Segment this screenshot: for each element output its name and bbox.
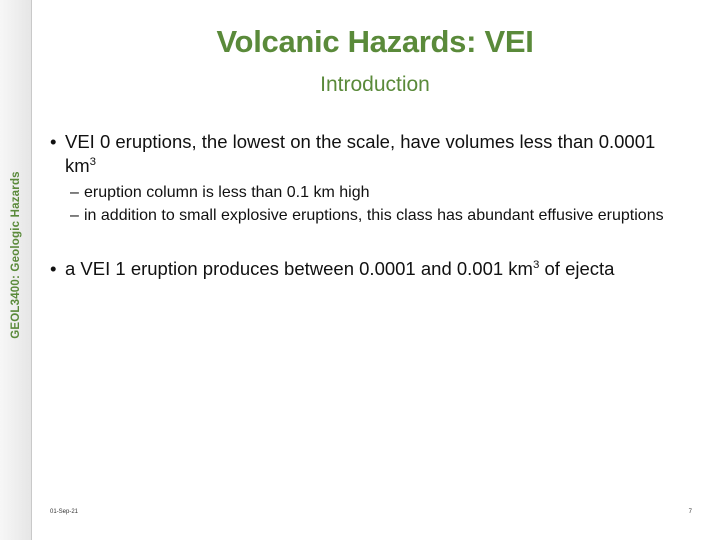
sidebar [0,0,32,540]
bullet-marker: • [50,131,57,152]
sub-bullet-effusive [70,206,690,225]
bullet-vei0-sup: 3 [89,155,97,168]
bullet-vei0 [50,130,680,178]
bullet-vei1 [50,257,680,281]
sub-bullet-effusive-text: in addition to small explosive eruptions, this class has abundant effusive eruptions [84,207,664,224]
course-label: GEOL3400: Geologic Hazards [10,171,22,339]
dash-marker: – [70,184,79,201]
bullet-vei1-text: a VEI 1 eruption produces between 0.0001 and 0.001 km [65,258,533,279]
sub-bullet-column [70,183,690,202]
slide-title: Volcanic Hazards: VEI [216,24,534,59]
slide-subtitle: Introduction [320,73,430,96]
bullet-vei0-text: VEI 0 eruptions, the lowest on the scale, have volumes less than 0.0001 km [65,131,656,176]
dash-marker: – [70,207,79,224]
bullet-vei1-sup: 3 [532,258,540,271]
bullet-marker: • [50,258,57,279]
bullet-vei1-text-after: of ejecta [539,258,615,279]
page-number: 7 [688,509,692,515]
footer-date: 01-Sep-21 [50,509,79,515]
sub-bullet-column-text: eruption column is less than 0.1 km high [84,184,370,201]
